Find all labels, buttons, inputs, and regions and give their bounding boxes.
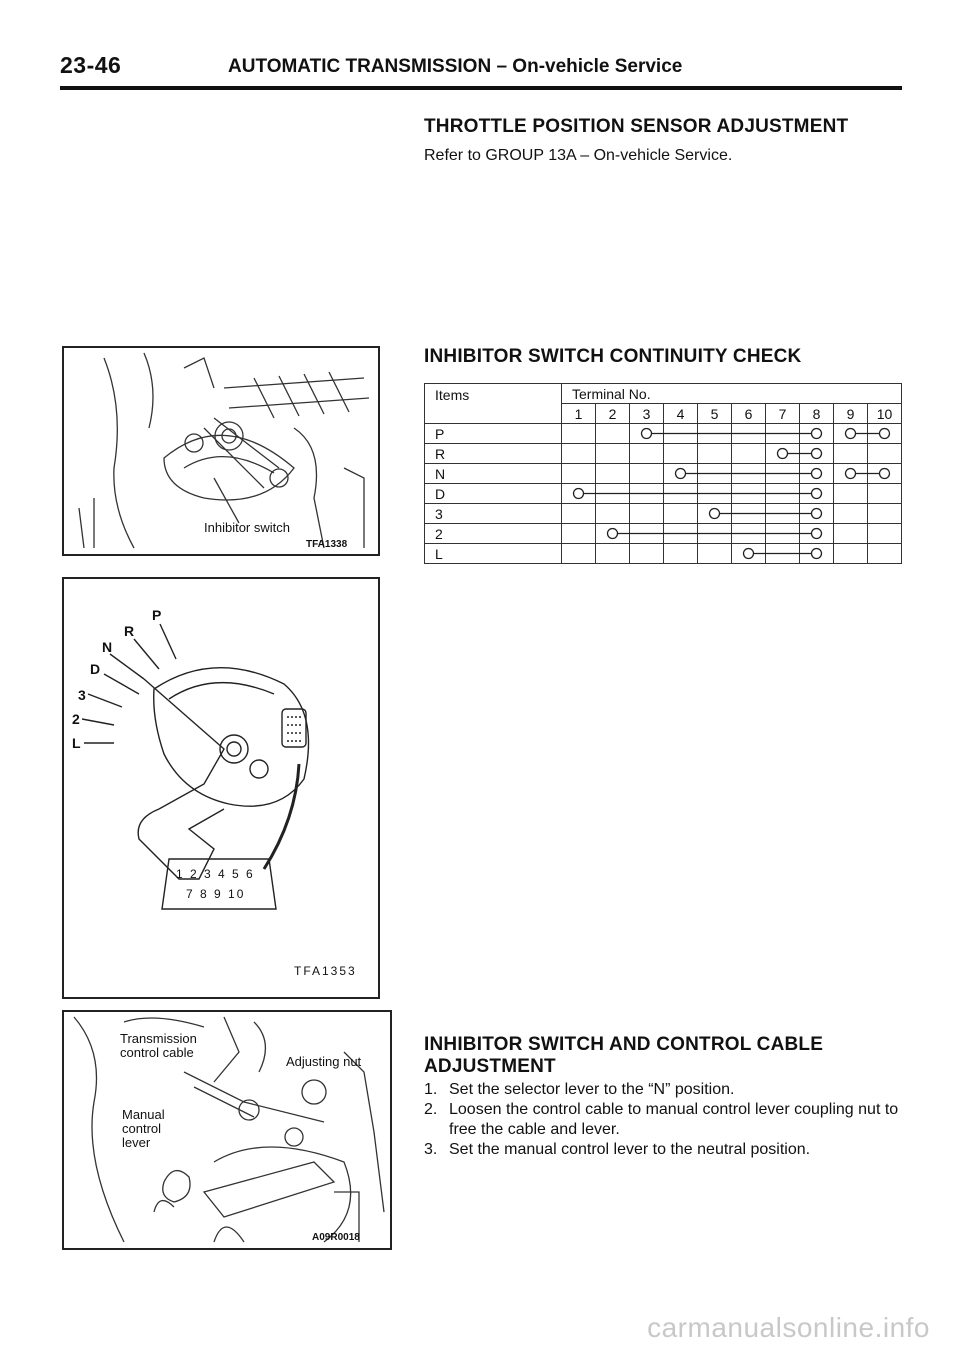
pos-label-L: L <box>72 735 81 751</box>
figure2-code: TFA1353 <box>294 964 357 978</box>
terminal-cell <box>562 424 596 444</box>
terminal-cell <box>766 544 800 564</box>
row-item-label: R <box>425 444 562 464</box>
adjustment-steps <box>424 1080 914 1160</box>
terminal-cell <box>596 464 630 484</box>
figure-inhibitor-switch <box>62 346 380 556</box>
continuity-heading: INHIBITOR SWITCH CONTINUITY CHECK <box>424 346 802 367</box>
terminal-cell <box>732 464 766 484</box>
terminal-cell <box>732 504 766 524</box>
connector-top-pins: 1 2 3 4 5 6 <box>176 867 255 881</box>
table-row <box>425 424 902 444</box>
continuity-rows <box>425 424 902 564</box>
row-item-label: 3 <box>425 504 562 524</box>
terminal-cell <box>664 444 698 464</box>
terminal-cell <box>732 484 766 504</box>
pos-label-R: R <box>124 623 135 639</box>
terminal-cell <box>834 504 868 524</box>
table-row <box>425 504 902 524</box>
terminal-cell <box>868 504 902 524</box>
table-row <box>425 544 902 564</box>
control-cable-illustration <box>64 1012 390 1248</box>
terminal-cell <box>834 524 868 544</box>
terminal-cell <box>698 424 732 444</box>
table-row <box>425 444 902 464</box>
pos-label-P: P <box>152 607 162 623</box>
terminal-cell <box>766 524 800 544</box>
terminal-cell <box>868 484 902 504</box>
terminal-cell <box>630 444 664 464</box>
terminal-number: 7 <box>766 404 800 424</box>
step-number: 1. <box>424 1081 438 1098</box>
terminal-cell <box>732 544 766 564</box>
tps-heading: THROTTLE POSITION SENSOR ADJUSTMENT <box>424 116 849 137</box>
terminal-cell <box>562 504 596 524</box>
terminal-cell <box>664 524 698 544</box>
table-row <box>425 484 902 504</box>
terminal-number: 2 <box>596 404 630 424</box>
connector-bottom-pins: 7 8 9 10 <box>186 887 246 901</box>
step-number: 2. <box>424 1101 438 1118</box>
terminal-cell <box>562 524 596 544</box>
terminal-cell <box>766 504 800 524</box>
cable-label-line2: control cable <box>120 1045 194 1060</box>
adjustment-heading <box>424 1034 823 1078</box>
terminal-number: 5 <box>698 404 732 424</box>
lever-label-line3: lever <box>122 1135 151 1150</box>
table-header-row <box>425 384 902 404</box>
adjustment-heading-line1: INHIBITOR SWITCH AND CONTROL CABLE <box>424 1034 824 1055</box>
items-header: Items <box>425 384 562 424</box>
terminal-cell <box>630 544 664 564</box>
figure3-cable-label <box>120 1032 197 1060</box>
figure3-nut-label: Adjusting nut <box>286 1054 362 1069</box>
terminal-cell <box>868 464 902 484</box>
terminal-cell <box>630 504 664 524</box>
row-item-label: N <box>425 464 562 484</box>
continuity-table <box>424 383 902 564</box>
step-item <box>424 1100 914 1140</box>
terminal-cell <box>596 504 630 524</box>
terminal-cell <box>766 464 800 484</box>
terminal-cell <box>562 484 596 504</box>
terminal-cell <box>630 524 664 544</box>
lever-label-line1: Manual <box>122 1107 165 1122</box>
tps-text: Refer to GROUP 13A – On-vehicle Service. <box>424 147 733 164</box>
terminal-cell <box>834 464 868 484</box>
step-number: 3. <box>424 1141 438 1158</box>
terminal-cell <box>800 544 834 564</box>
terminal-cell <box>664 544 698 564</box>
terminal-cell <box>766 424 800 444</box>
terminal-cell <box>800 484 834 504</box>
figure-selector-positions <box>62 577 380 999</box>
page-number: 23-46 <box>60 52 122 78</box>
step-text: Set the manual control lever to the neutral position. <box>449 1141 811 1158</box>
terminal-cell <box>664 504 698 524</box>
terminal-cell <box>868 544 902 564</box>
terminal-cell <box>698 504 732 524</box>
terminal-cell <box>630 424 664 444</box>
step-text: Loosen the control cable to manual control lever coupling nut to free the cable and lever. <box>449 1101 899 1138</box>
terminal-cell <box>800 424 834 444</box>
page-header-title: AUTOMATIC TRANSMISSION – On-vehicle Service <box>228 56 683 77</box>
terminal-cell <box>630 484 664 504</box>
table-row <box>425 464 902 484</box>
watermark: carmanualsonline.info <box>647 1312 930 1343</box>
terminal-cell <box>664 464 698 484</box>
lever-label-line2: control <box>122 1121 162 1136</box>
terminal-cell <box>664 424 698 444</box>
terminal-cell <box>800 524 834 544</box>
terminal-cell <box>732 424 766 444</box>
pos-label-2: 2 <box>72 711 80 727</box>
terminal-number: 4 <box>664 404 698 424</box>
terminal-number: 3 <box>630 404 664 424</box>
figure-control-cable <box>62 1010 392 1250</box>
terminal-cell <box>698 484 732 504</box>
terminal-header: Terminal No. <box>562 384 902 404</box>
pos-label-N: N <box>102 639 113 655</box>
terminal-cell <box>562 544 596 564</box>
table-row <box>425 524 902 544</box>
terminal-cell <box>834 484 868 504</box>
terminal-cell <box>562 464 596 484</box>
step-item <box>424 1080 914 1100</box>
header-rule <box>60 86 902 90</box>
terminal-cell <box>834 424 868 444</box>
terminal-cell <box>596 524 630 544</box>
pos-label-3: 3 <box>78 687 86 703</box>
terminal-cell <box>630 464 664 484</box>
terminal-number: 10 <box>868 404 902 424</box>
terminal-cell <box>766 484 800 504</box>
terminal-cell <box>596 484 630 504</box>
terminal-cell <box>800 444 834 464</box>
terminal-cell <box>800 464 834 484</box>
figure1-code: TFA1338 <box>306 539 348 550</box>
terminal-cell <box>698 544 732 564</box>
terminal-cell <box>732 524 766 544</box>
terminal-cell <box>868 444 902 464</box>
adjustment-heading-line2: ADJUSTMENT <box>424 1056 556 1077</box>
terminal-cell <box>562 444 596 464</box>
terminal-cell <box>732 444 766 464</box>
step-text: Set the selector lever to the “N” position. <box>449 1081 735 1098</box>
terminal-cell <box>800 504 834 524</box>
terminal-number: 9 <box>834 404 868 424</box>
terminal-number: 6 <box>732 404 766 424</box>
terminal-cell <box>868 424 902 444</box>
terminal-cell <box>834 444 868 464</box>
terminal-cell <box>664 484 698 504</box>
terminal-cell <box>834 544 868 564</box>
row-item-label: 2 <box>425 524 562 544</box>
terminal-number: 1 <box>562 404 596 424</box>
terminal-cell <box>698 464 732 484</box>
terminal-cell <box>596 424 630 444</box>
step-item <box>424 1140 914 1160</box>
terminal-number: 8 <box>800 404 834 424</box>
terminal-cell <box>596 544 630 564</box>
terminal-cell <box>698 444 732 464</box>
figure3-code: A09R0018 <box>312 1232 360 1243</box>
figure3-lever-label <box>122 1108 165 1150</box>
cable-label-line1: Transmission <box>120 1031 197 1046</box>
terminal-cell <box>698 524 732 544</box>
pos-label-D: D <box>90 661 101 677</box>
row-item-label: L <box>425 544 562 564</box>
row-item-label: P <box>425 424 562 444</box>
terminal-cell <box>766 444 800 464</box>
terminal-cell <box>868 524 902 544</box>
row-item-label: D <box>425 484 562 504</box>
terminal-cell <box>596 444 630 464</box>
figure1-label: Inhibitor switch <box>204 520 290 535</box>
